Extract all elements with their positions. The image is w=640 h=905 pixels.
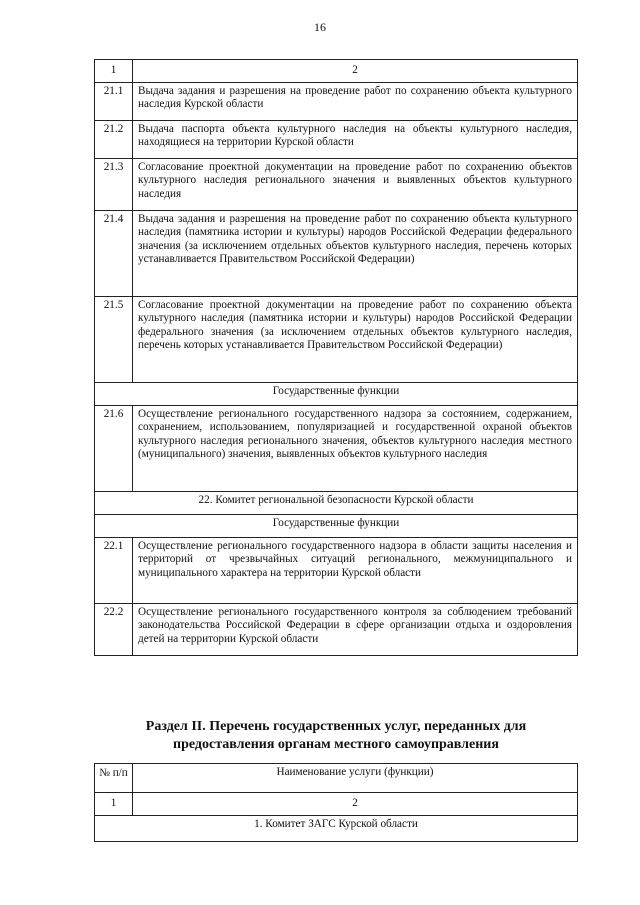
column-header-number: № п/п: [95, 764, 133, 793]
row-number: 21.1: [95, 83, 133, 121]
table-row: [95, 121, 578, 159]
subheading-row: [95, 383, 578, 406]
section-row: [95, 492, 578, 515]
column-number-1: 1: [95, 60, 133, 83]
column-header-name: Наименование услуги (функции): [133, 764, 578, 793]
subheading-state-functions: Государственные функции: [95, 515, 578, 538]
table-row: [95, 604, 578, 656]
row-number: 21.3: [95, 159, 133, 211]
transferred-services-table: [94, 763, 578, 842]
column-number-row: [95, 60, 578, 83]
row-text: Осуществление регионального государственного надзора за состоянием, содержанием, сохранением, использованием, популяризацией и государственной охраной объектов культурного наследия регионального значения, объектов культурного наследия местного (муниципального) значения, выявленных объектов культурного наследия: [133, 406, 578, 492]
header-row: [95, 764, 578, 793]
row-text: Согласование проектной документации на проведение работ по сохранению объектов культурного наследия регионального значения и выявленных объектов культурного наследия: [133, 159, 578, 211]
subheading-row: [95, 515, 578, 538]
row-text: Согласование проектной документации на проведение работ по сохранению объекта культурного наследия (памятника истории и культуры) народов Российской Федерации федерального значения (за исключением отдельных объектов культурного наследия, перечень которых устанавливается Правительством Российской Федерации): [133, 297, 578, 383]
services-table-continued: [94, 59, 578, 656]
page-number: 16: [314, 20, 326, 34]
column-number-2: 2: [133, 60, 578, 83]
row-text: Выдача задания и разрешения на проведение работ по сохранению объекта культурного наследия Курской области: [133, 83, 578, 121]
table-row: [95, 297, 578, 383]
column-number-1: 1: [95, 793, 133, 816]
column-number-row: [95, 793, 578, 816]
table-row: [95, 83, 578, 121]
row-text: Выдача паспорта объекта культурного наследия на объекты культурного наследия, находящиеся на территории Курской области: [133, 121, 578, 159]
row-number: 22.1: [95, 538, 133, 604]
row-number: 21.4: [95, 211, 133, 297]
table-row: [95, 406, 578, 492]
row-number: 21.5: [95, 297, 133, 383]
section-row: [95, 816, 578, 842]
section-heading-committee-security: 22. Комитет региональной безопасности Курской области: [95, 492, 578, 515]
row-number: 22.2: [95, 604, 133, 656]
section-heading-zags: 1. Комитет ЗАГС Курской области: [95, 816, 578, 842]
row-text: Осуществление регионального государственного контроля за соблюдением требований законодательства Российской Федерации в сфере организации отдыха и оздоровления детей на территории Курской области: [133, 604, 578, 656]
section-title: Раздел II. Перечень государственных услуг, переданных для предоставления органам местного самоуправления: [145, 719, 527, 752]
row-number: 21.2: [95, 121, 133, 159]
table-row: [95, 211, 578, 297]
row-number: 21.6: [95, 406, 133, 492]
column-number-2: 2: [133, 793, 578, 816]
table-row: [95, 159, 578, 211]
subheading-state-functions: Государственные функции: [95, 383, 578, 406]
row-text: Осуществление регионального государственного надзора в области защиты населения и территорий от чрезвычайных ситуаций регионального, межмуниципального и муниципального характера на территории Курской области: [133, 538, 578, 604]
table-row: [95, 538, 578, 604]
row-text: Выдача задания и разрешения на проведение работ по сохранению объекта культурного наследия (памятника истории и культуры) народов Российской Федерации федерального значения (за исключением отдельных объектов культурного наследия, перечень которых устанавливается Правительством Российской Федерации): [133, 211, 578, 297]
